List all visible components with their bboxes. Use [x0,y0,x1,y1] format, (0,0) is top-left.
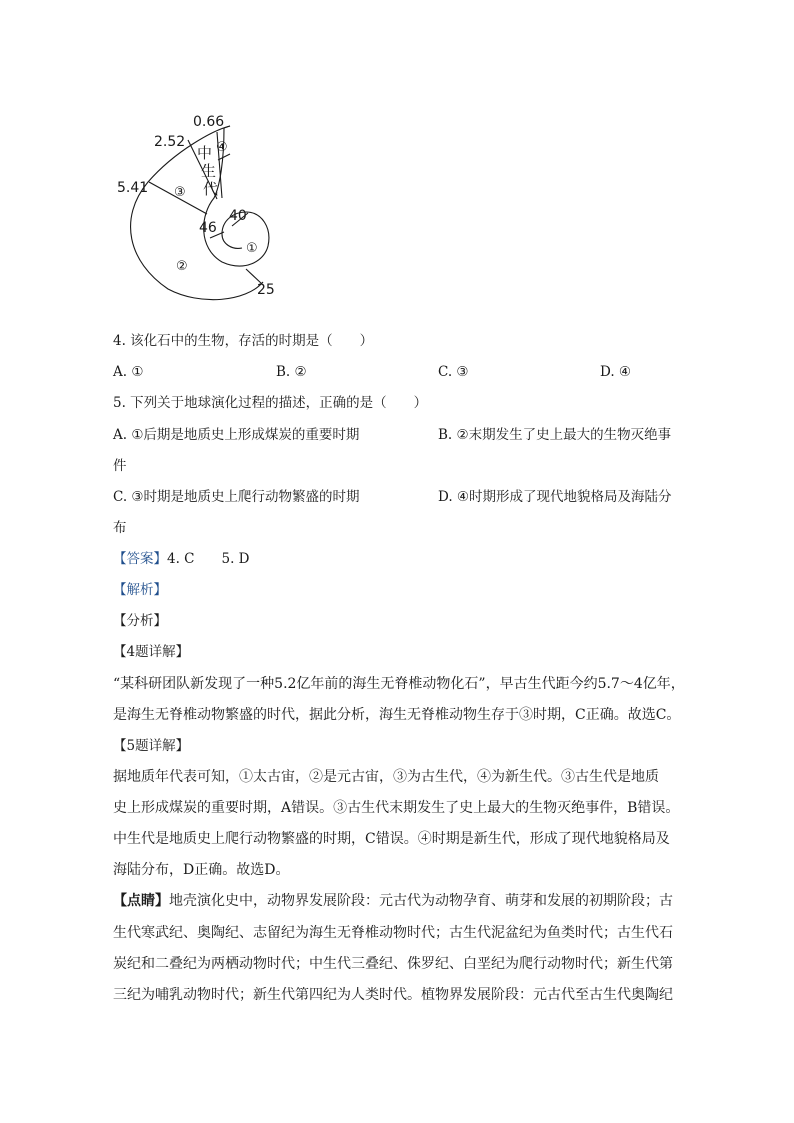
q5-detail-line-3: 中生代是地质史上爬行动物繁盛的时期，C错误。④时期是新生代，形成了现代地貌格局及 [113,831,670,847]
era-char-1: 中 [197,144,213,162]
q5-detail-line-4: 海陆分布，D正确。故选D。 [113,862,290,878]
fenxi-tag: 【分析】 [113,613,167,629]
label-25: 25 [257,282,275,298]
q4-detail-line-1: “某科研团队新发现了一种5.2亿年前的海生无脊椎动物化石”，早古生代距今约5.7～4亿年， [113,676,685,692]
answer-tag: 【答案】 [113,551,167,567]
era-char-2: 生 [201,162,217,180]
q5-option-b-cont: 件 [113,458,127,474]
label-40: 40 [229,208,247,224]
q4-stem: 4. 该化石中的生物，存活的时期是（ ） [113,333,374,349]
analysis-tag: 【解析】 [113,582,167,598]
dianjing-line-4: 三纪为哺乳动物时代；新生代第四纪为人类时代。植物界发展阶段：元古代至古生代奥陶纪 [113,987,673,1003]
q5-detail-line-1: 据地质年代表可知，①太古宙，②是元古宙，③为古生代，④为新生代。③古生代是地质 [113,769,659,785]
dianjing-line-3: 炭纪和二叠纪为两栖动物时代；中生代三叠纪、侏罗纪、白垩纪为爬行动物时代；新生代第 [113,956,673,972]
dianjing-line-2: 生代寒武纪、奥陶纪、志留纪为海生无脊椎动物时代；古生代泥盆纪为鱼类时代；古生代石 [113,925,673,941]
q4-option-a: A. ① [113,364,144,380]
q5-detail-line-2: 史上形成煤炭的重要时期，A错误。③古生代末期发生了史上最大的生物灭绝事件，B错误。 [113,800,680,816]
marker-2: ② [176,259,188,274]
q5-option-c: C. ③时期是地质史上爬行动物繁盛的时期 [113,489,360,505]
marker-3: ③ [174,185,186,200]
marker-4: ④ [216,140,228,155]
q5-detail-tag: 【5题详解】 [113,738,190,754]
q5-option-a: A. ①后期是地质史上形成煤炭的重要时期 [113,427,360,443]
q4-option-b: B. ② [276,364,307,380]
q4-option-d: D. ④ [600,364,632,380]
dianjing-line-1 [113,891,681,911]
q5-option-b: B. ②末期发生了史上最大的生物灭绝事 [438,427,672,443]
q5-option-d-cont: 布 [113,520,127,536]
label-066: 0.66 [193,114,225,130]
dianjing-text-1: 地壳演化史中，动物界发展阶段：元古代为动物孕育、萌芽和发展的初期阶段；古 [169,893,673,909]
marker-1: ① [246,241,258,256]
q5-stem: 5. 下列关于地球演化过程的描述，正确的是（ ） [113,395,428,411]
q4-detail-line-2: 是海生无脊椎动物繁盛的时代，据此分析，海生无脊椎动物生存于③时期，C正确。故选C。 [113,707,681,723]
answer-text: 4. C 5. D [167,551,250,567]
answer-line [113,549,250,569]
dianjing-tag: 【点睛】 [113,893,169,909]
era-char-3: 代 [203,180,219,198]
q4-detail-tag: 【4题详解】 [113,644,190,660]
label-46: 46 [199,220,217,236]
q5-option-d: D. ④时期形成了现代地貌格局及海陆分 [438,489,672,505]
fossil-spiral-diagram [100,100,300,310]
label-541: 5.41 [117,180,149,196]
label-252: 2.52 [154,134,186,150]
q4-option-c: C. ③ [438,364,469,380]
